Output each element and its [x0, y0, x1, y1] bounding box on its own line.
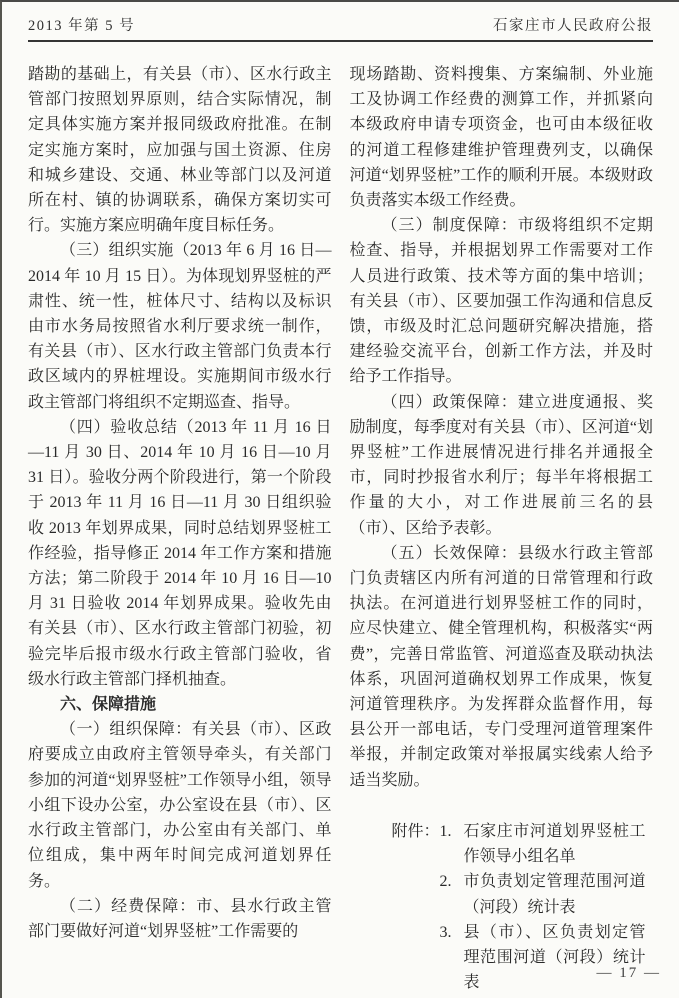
attachment-item-number: 3. [439, 923, 452, 941]
attachment-item-text: 石家庄市河道划界竖桩工作领导小组名单 [463, 822, 646, 866]
paragraph: 踏勘的基础上，有关县（市）、区水行政主管部门按照划界原则，结合实际情况，制定具体实施方案并报同级政府批准。在制定实施方案时，应加强与国土资源、住房和城乡建设、交通、林业等部门以及河道所在村、镇的协调联系，确保方案切实可行。实施方案应明确年度目标任务。 [28, 66, 332, 235]
attachment-label: 附件： [391, 822, 440, 840]
paragraph: （三）制度保障：市级将组织不定期检查、指导，并根据划界工作需要对工作人员进行政策、技术等方面的集中培训；有关县（市）、区要加强工作沟通和信息反馈，市级及时汇总问题研究解决措施，搭建经验交流平台，创新工作方法，并及时给予工作指导。 [349, 217, 653, 386]
content-columns [28, 62, 653, 995]
paragraph: （二）经费保障：市、县水行政主管部门要做好河道“划界竖桩”工作需要的 [28, 897, 332, 940]
right-column [350, 62, 654, 995]
page-number: — 17 — [596, 965, 661, 981]
publication-title: 石家庄市人民政府公报 [493, 18, 653, 34]
attachment-item-text: 县（市）、区负责划定管理范围河道（河段）统计表 [463, 923, 646, 992]
issue-number: 2013 年第 5 号 [28, 18, 136, 34]
attachment-item [440, 869, 646, 919]
attachment-item [440, 920, 646, 996]
paragraph: （四）政策保障：建立进度通报、奖励制度，每季度对有关县（市）、区河道“划界竖桩”工作进展情况进行排名并通报全市，同时抄报省水利厅；每半年将根据工作量的大小，对工作进展前三名的县（市）、区给予表彰。 [349, 393, 653, 537]
section-heading: 六、保障措施 [60, 696, 157, 714]
page-header [28, 2, 653, 42]
attachment-item-number: 1. [439, 822, 452, 840]
paragraph: 现场踏勘、资料搜集、方案编制、外业施工及协调工作经费的测算工作，并抓紧向本级政府申请专项资金，也可由本级征收的河道工程修建维护管理费列支，以确保河道“划界竖桩”工作的顺利开展。本级财政负责落实本级工作经费。 [349, 66, 653, 210]
paragraph: （一）组织保障：有关县（市）、区政府要成立由政府主管领导牵头，有关部门参加的河道“划界竖桩”工作领导小组，领导小组下设办公室，办公室设在县（市）、区水行政主管部门，办公室由有关部门、单位组成，集中两年时间完成河道划界任务。 [28, 721, 332, 890]
attachment-item-number: 2. [439, 873, 452, 891]
paragraph: （四）验收总结（2013 年 11 月 16 日—11 月 30 日、2014 年 10 月 16 日—10 月 31 日）。验收分两个阶段进行，第一个阶段于 2013 年 11 月 16 日—11 月 30 日组织验收 2013 年划界成果，同时总结划界竖桩工作经验，指导修正 2014 年工作方案和措施方法；第二阶段于 2014 年 10 月 16 日—10 月 31 日验收 2014 年划界成果。验收先由有关县（市）、区水行政主管部门初验，初验完毕后报市级水行政主管部门验收，省级水行政主管部门择机抽查。 [28, 418, 332, 688]
paragraph: （五）长效保障：县级水行政主管部门负责辖区内所有河道的日常管理和行政执法。在河道进行划界竖桩工作的同时，应尽快建立、健全管理机构，积极落实“两费”，完善日常监管、河道巡查及联动执法体系，巩固河道确权划界工作成果，恢复河道管理秩序。为发挥群众监督作用，每县公开一部电话，专门受理河道管理案件举报，并制定政策对举报属实线索人给予适当奖励。 [349, 544, 653, 789]
attachment-item [440, 819, 646, 869]
paragraph: （三）组织实施（2013 年 6 月 16 日—2014 年 10 月 15 日）。为体现划界竖桩的严肃性、统一性，桩体尺寸、结构以及标识由市水务局按照省水利厅要求统一制作，有关县（市）、区水行政主管部门负责本行政区域内的界桩埋设。实施期间市级水行政主管部门将组织不定期巡查、指导。 [28, 242, 332, 411]
attachment-item-text: 市负责划定管理范围河道（河段）统计表 [463, 873, 646, 916]
left-column [28, 62, 332, 995]
